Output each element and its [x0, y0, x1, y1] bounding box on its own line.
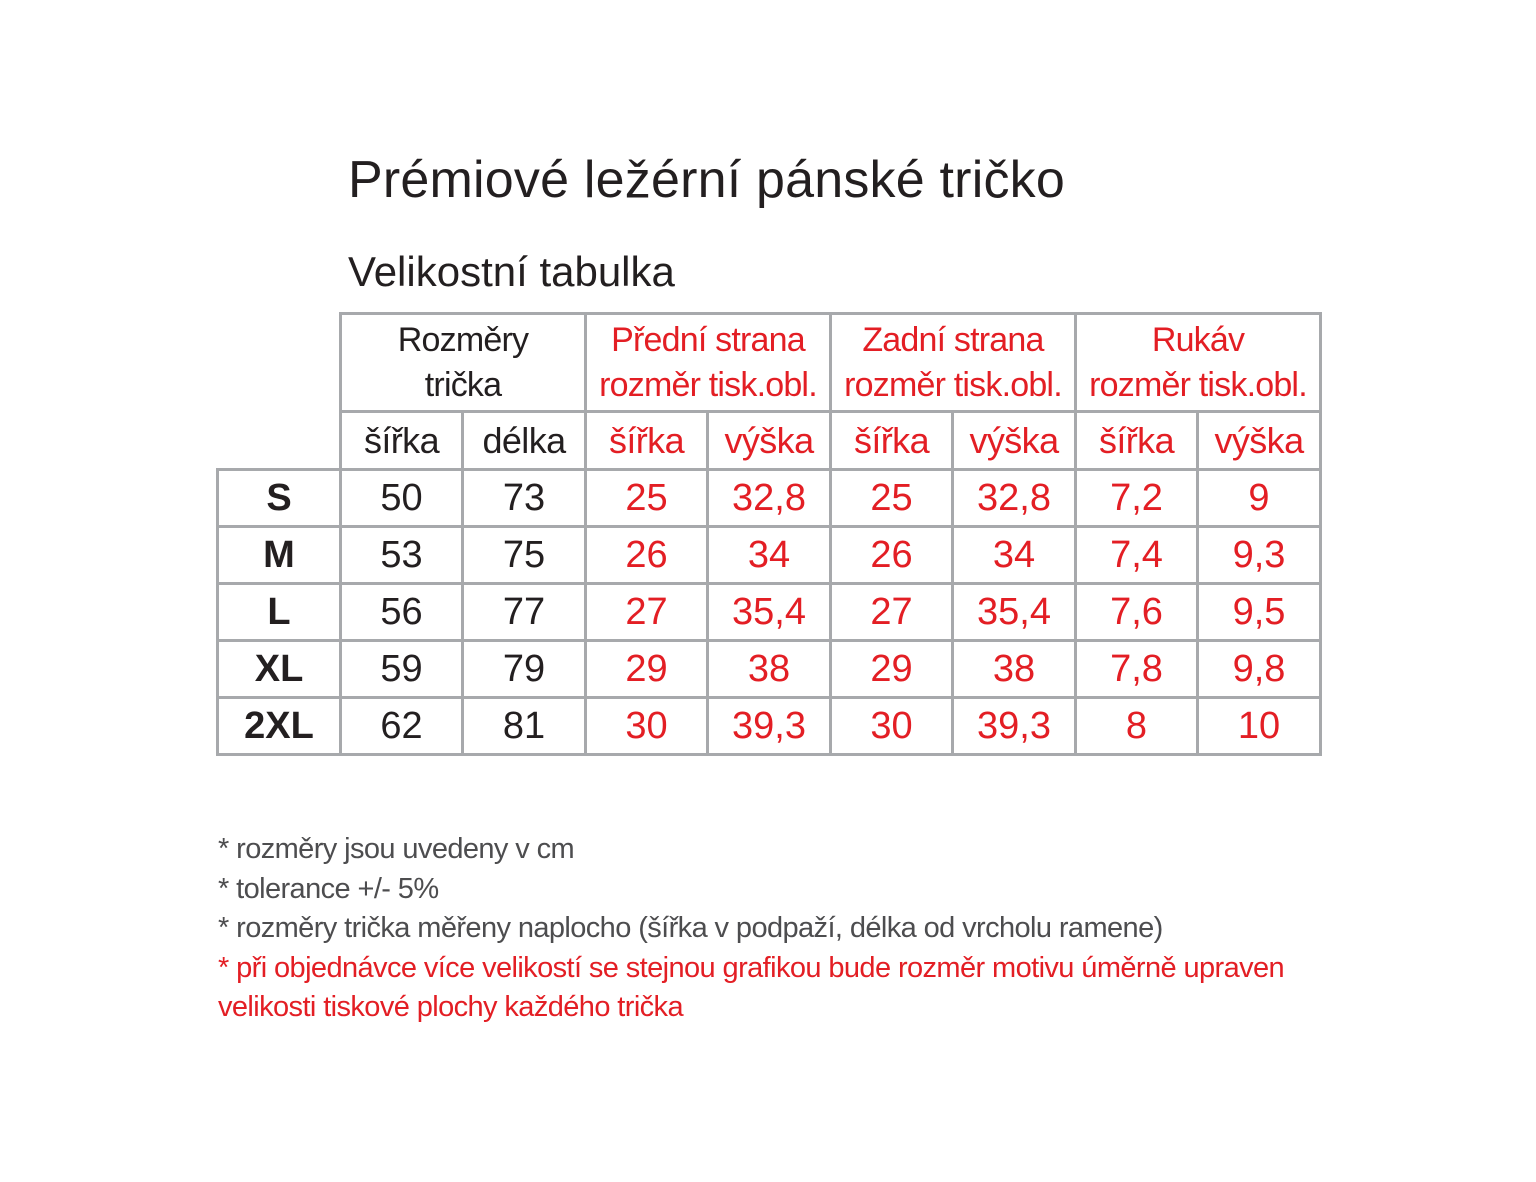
group-header-line2: rozměr tisk.obl. [1089, 365, 1307, 404]
size-table [216, 312, 1322, 756]
size-label: S [218, 470, 341, 527]
note-multi-size-warning: * při objednávce více velikostí se stejnou grafikou bude rozměr motivu úměrně upraven [218, 951, 1285, 984]
table-row [218, 470, 1321, 527]
table-cell: 32,8 [953, 470, 1076, 527]
table-cell: 25 [586, 470, 708, 527]
table-cell: 56 [341, 584, 463, 641]
table-cell: 59 [341, 641, 463, 698]
subheader-cell: šířka [586, 412, 708, 470]
group-header-front [586, 314, 831, 412]
note-measurement: * rozměry trička měřeny naplocho (šířka v podpaží, délka od vrcholu ramene) [218, 912, 1163, 944]
table-cell: 9,5 [1198, 584, 1321, 641]
table-cell: 53 [341, 527, 463, 584]
table-cell: 75 [463, 527, 586, 584]
table-cell: 7,4 [1076, 527, 1198, 584]
blank-corner-cell [218, 412, 341, 470]
table-cell: 26 [831, 527, 953, 584]
note-units: * rozměry jsou uvedeny v cm [218, 833, 575, 865]
table-cell: 81 [463, 698, 586, 755]
table-cell: 79 [463, 641, 586, 698]
table-cell: 25 [831, 470, 953, 527]
table-cell: 7,8 [1076, 641, 1198, 698]
table-cell: 32,8 [708, 470, 831, 527]
table-cell: 39,3 [708, 698, 831, 755]
subheader-cell: šířka [341, 412, 463, 470]
table-cell: 7,2 [1076, 470, 1198, 527]
group-header-line1: Přední strana [611, 320, 805, 359]
subheader-row [218, 412, 1321, 470]
table-cell: 26 [586, 527, 708, 584]
subheader-cell: výška [953, 412, 1076, 470]
table-cell: 35,4 [953, 584, 1076, 641]
table-cell: 38 [953, 641, 1076, 698]
page-title: Prémiové ležérní pánské tričko [348, 151, 1065, 209]
table-cell: 8 [1076, 698, 1198, 755]
size-label: L [218, 584, 341, 641]
group-header-line2: rozměr tisk.obl. [844, 365, 1062, 404]
table-row [218, 641, 1321, 698]
table-cell: 38 [708, 641, 831, 698]
note-multi-size-warning-cont: velikosti tiskové plochy každého trička [218, 991, 683, 1023]
table-cell: 9,8 [1198, 641, 1321, 698]
size-table-container [216, 312, 1322, 756]
group-header-line2: rozměr tisk.obl. [599, 365, 817, 404]
table-cell: 62 [341, 698, 463, 755]
group-header-line1: Zadní strana [862, 320, 1044, 359]
subheader-cell: šířka [831, 412, 953, 470]
table-cell: 27 [586, 584, 708, 641]
table-cell: 29 [831, 641, 953, 698]
size-label: XL [218, 641, 341, 698]
table-cell: 34 [708, 527, 831, 584]
table-cell: 9 [1198, 470, 1321, 527]
size-label: 2XL [218, 698, 341, 755]
group-header-shirt [341, 314, 586, 412]
table-cell: 29 [586, 641, 708, 698]
table-row [218, 527, 1321, 584]
blank-corner-cell [218, 314, 341, 412]
table-cell: 35,4 [708, 584, 831, 641]
table-cell: 7,6 [1076, 584, 1198, 641]
size-label: M [218, 527, 341, 584]
page-subtitle: Velikostní tabulka [348, 248, 675, 295]
table-cell: 50 [341, 470, 463, 527]
group-header-row [218, 314, 1321, 412]
table-row [218, 698, 1321, 755]
table-cell: 73 [463, 470, 586, 527]
table-cell: 34 [953, 527, 1076, 584]
table-cell: 27 [831, 584, 953, 641]
note-tolerance: * tolerance +/- 5% [218, 872, 439, 905]
table-cell: 10 [1198, 698, 1321, 755]
table-row [218, 584, 1321, 641]
subheader-cell: šířka [1076, 412, 1198, 470]
subheader-cell: výška [708, 412, 831, 470]
group-header-line1: Rozměry [397, 320, 529, 359]
subheader-cell: výška [1198, 412, 1321, 470]
group-header-back [831, 314, 1076, 412]
table-cell: 77 [463, 584, 586, 641]
table-cell: 30 [831, 698, 953, 755]
notes-section [218, 830, 1284, 1028]
table-cell: 9,3 [1198, 527, 1321, 584]
group-header-line2: trička [424, 365, 502, 404]
table-cell: 39,3 [953, 698, 1076, 755]
subheader-cell: délka [463, 412, 586, 470]
group-header-sleeve [1076, 314, 1321, 412]
group-header-line1: Rukáv [1151, 320, 1245, 359]
table-cell: 30 [586, 698, 708, 755]
